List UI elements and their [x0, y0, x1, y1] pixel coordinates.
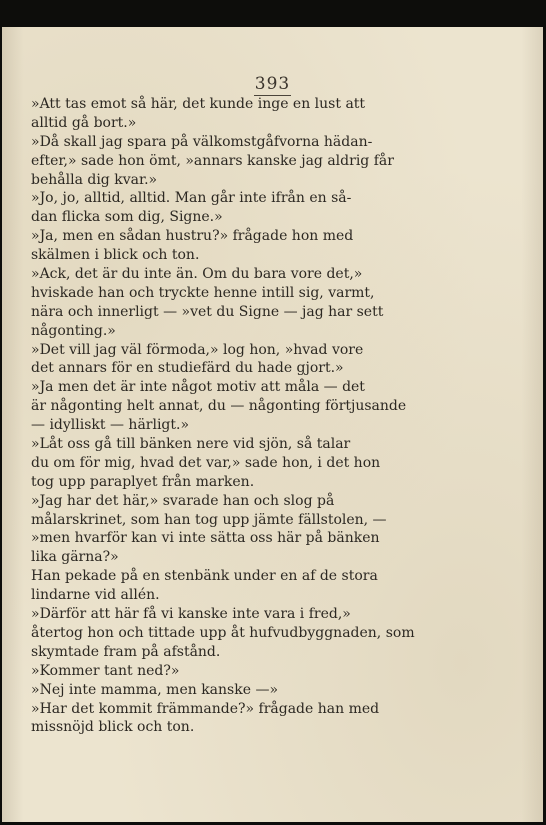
text-line: »men hvarför kan vi inte sätta oss här på bänken	[31, 530, 380, 547]
text-line: behålla dig kvar.»	[31, 171, 158, 188]
text-line: missnöjd blick och ton.	[31, 719, 195, 736]
text-line: »Jo, jo, alltid, alltid. Man går inte ifrån en så-	[31, 190, 352, 207]
text-line: Han pekade på en stenbänk under en af de stora	[31, 568, 378, 585]
page-number-text: 393	[254, 74, 291, 94]
text-line: målarskrinet, som han tog upp jämte fällstolen, —	[31, 511, 387, 528]
text-line: »Det vill jag väl förmoda,» log hon, »hvad vore	[31, 341, 364, 358]
text-line: skälmen i blick och ton.	[31, 247, 200, 264]
text-line: »Har det kommit främmande?» frågade han med	[31, 700, 380, 717]
text-line: är någonting helt annat, du — någonting förtjusande	[31, 398, 407, 415]
text-line: dan flicka som dig, Signe.»	[31, 209, 223, 226]
text-line: hviskade han och tryckte henne intill sig, varmt,	[31, 284, 375, 301]
text-line: skymtade fram på afstånd.	[31, 643, 221, 660]
text-line: »Då skall jag spara på välkomstgåfvorna hädan-	[31, 133, 373, 150]
text-line: »Kommer tant ned?»	[31, 662, 180, 679]
text-line: någonting.»	[31, 322, 116, 339]
text-line: tog upp paraplyet från marken.	[31, 473, 255, 490]
text-line: »Att tas emot så här, det kunde inge en lust att	[31, 96, 366, 112]
text-line: du om för mig, hvad det var,» sade hon, i det hon	[31, 454, 381, 471]
text-line: »Jag har det här,» svarade han och slog på	[31, 492, 335, 509]
page-number	[2, 74, 543, 96]
body-text	[31, 95, 431, 737]
text-line: återtog hon och tittade upp åt hufvudbyggnaden, som	[31, 624, 415, 641]
text-line: »Nej inte mamma, men kanske —»	[31, 681, 279, 698]
text-line: nära och innerligt — »vet du Signe — jag har sett	[31, 303, 384, 320]
text-line: »Ack, det är du inte än. Om du bara vore det,»	[31, 266, 363, 283]
book-page	[2, 27, 543, 822]
text-line: alltid gå bort.»	[31, 114, 137, 131]
text-line: »Därför att här få vi kanske inte vara i fred,»	[31, 606, 351, 623]
text-line: lika gärna?»	[31, 549, 119, 566]
text-line: »Låt oss gå till bänken nere vid sjön, så talar	[31, 436, 351, 453]
text-line: det annars för en studiefärd du hade gjort.»	[31, 360, 344, 377]
text-line: »Ja, men en sådan hustru?» frågade hon med	[31, 228, 354, 245]
text-line: — idylliskt — härligt.»	[31, 417, 190, 434]
text-line: »Ja men det är inte något motiv att måla — det	[31, 379, 365, 396]
text-line: lindarne vid allén.	[31, 587, 160, 604]
text-line: efter,» sade hon ömt, »annars kanske jag aldrig får	[31, 152, 394, 169]
